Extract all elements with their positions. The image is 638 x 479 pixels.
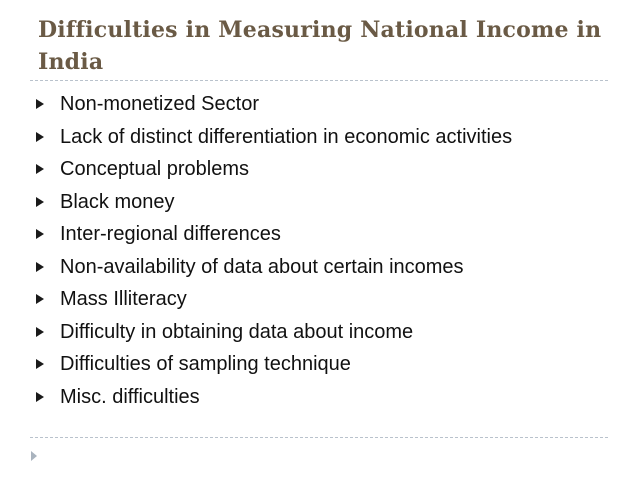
triangle-bullet-icon xyxy=(36,359,44,369)
bullet-item xyxy=(36,88,512,121)
bullet-text: Non-availability of data about certain incomes xyxy=(60,255,464,278)
bullet-item xyxy=(36,251,512,284)
triangle-bullet-icon xyxy=(36,327,44,337)
triangle-bullet-icon xyxy=(36,132,44,142)
triangle-bullet-icon xyxy=(36,99,44,109)
bullet-item xyxy=(36,121,512,154)
bullet-text: Black money xyxy=(60,190,175,213)
bullet-item xyxy=(36,153,512,186)
bullet-item xyxy=(36,316,512,349)
triangle-bullet-icon xyxy=(36,262,44,272)
triangle-bullet-icon xyxy=(36,392,44,402)
bullet-item xyxy=(36,283,512,316)
bullet-text: Non-monetized Sector xyxy=(60,93,259,115)
triangle-bullet-icon xyxy=(36,197,44,207)
bullet-item xyxy=(36,186,512,219)
triangle-bullet-icon xyxy=(36,294,44,304)
bullet-text: Difficulties of sampling technique xyxy=(60,353,351,375)
bullet-text: Misc. difficulties xyxy=(60,385,200,408)
corner-arrow-icon xyxy=(31,451,37,461)
bullet-text: Lack of distinct differentiation in economic activities xyxy=(60,125,513,148)
bullet-item xyxy=(36,348,512,381)
bullet-text: Mass Illiteracy xyxy=(60,288,187,310)
triangle-bullet-icon xyxy=(36,229,44,239)
bullet-text: Inter-regional differences xyxy=(60,223,281,245)
triangle-bullet-icon xyxy=(36,164,44,174)
bullet-item xyxy=(36,218,512,251)
bullet-list xyxy=(36,88,512,413)
title-divider xyxy=(30,80,608,81)
bullet-text: Conceptual problems xyxy=(60,158,249,180)
bullet-text: Difficulty in obtaining data about income xyxy=(60,320,414,343)
bullet-item xyxy=(36,381,512,414)
slide-title: Difficulties in Measuring National Income in India xyxy=(38,17,602,75)
footer-divider xyxy=(30,437,608,438)
